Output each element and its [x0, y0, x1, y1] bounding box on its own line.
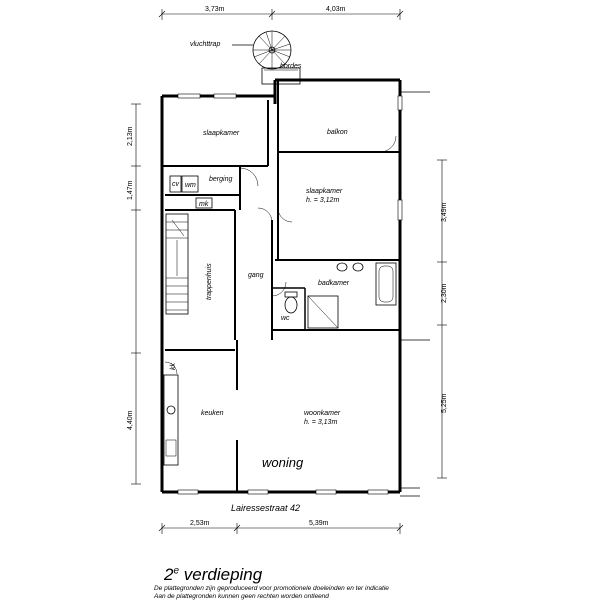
disclaimer-line-2: Aan de plattegronden kunnen geen rechten worden ontleend [154, 592, 329, 600]
label-unit: woning [262, 455, 304, 470]
label-berging: berging [209, 176, 233, 183]
floor-number: 2 [164, 565, 174, 584]
floor-suffix: e [173, 565, 180, 577]
floor-name: verdieping [183, 565, 263, 584]
dim-bottom-left: 2,53m [190, 520, 210, 527]
label-keuken: keuken [201, 410, 224, 417]
label-woonkamer-height: h. = 3,13m [304, 419, 338, 426]
caption [150, 565, 570, 600]
label-bordes: bordes [280, 63, 302, 70]
label-slaapkamer-1: slaapkamer [203, 130, 240, 137]
disclaimer-line-1: De plattegronden zijn geproduceerd voor promotionele doeleinden en ter indicatie [154, 585, 389, 592]
label-slaapkamer-2: slaapkamer [306, 188, 343, 195]
dim-left-middle: 1,47m [127, 180, 134, 200]
label-mk: mk [199, 201, 209, 208]
dim-right-middle: 2,30m [441, 283, 448, 303]
label-badkamer: badkamer [318, 280, 350, 287]
dim-left-lower: 4,40m [127, 410, 134, 430]
street-name: Lairessestraat 42 [231, 503, 301, 513]
label-vluchttrap: vluchttrap [190, 41, 221, 48]
interior-walls [162, 80, 400, 492]
dim-top-left: 3,73m [205, 6, 225, 13]
label-wm: wm [185, 182, 196, 189]
door-swings [165, 136, 396, 374]
dim-right-upper: 3,49m [441, 202, 448, 222]
label-cv: cv [172, 181, 179, 188]
label-balkon: balkon [327, 129, 348, 136]
stair-icon [166, 214, 188, 314]
label-slaapkamer-2-height: h. = 3,12m [306, 197, 340, 204]
floor-title [164, 565, 570, 585]
dim-bottom-right: 5,39m [309, 520, 329, 527]
dim-left-upper: 2,13m [127, 126, 134, 146]
label-kk: kk [170, 363, 177, 370]
label-trappenhuis: trappenhuis [206, 263, 213, 300]
dim-right-lower: 5,25m [441, 393, 448, 413]
fixtures [164, 176, 396, 465]
label-wc: wc [281, 315, 290, 322]
label-gang: gang [248, 272, 264, 279]
label-woonkamer: woonkamer [304, 410, 341, 417]
dim-top-right: 4,03m [326, 6, 346, 13]
spiral-stair-icon [232, 31, 300, 84]
